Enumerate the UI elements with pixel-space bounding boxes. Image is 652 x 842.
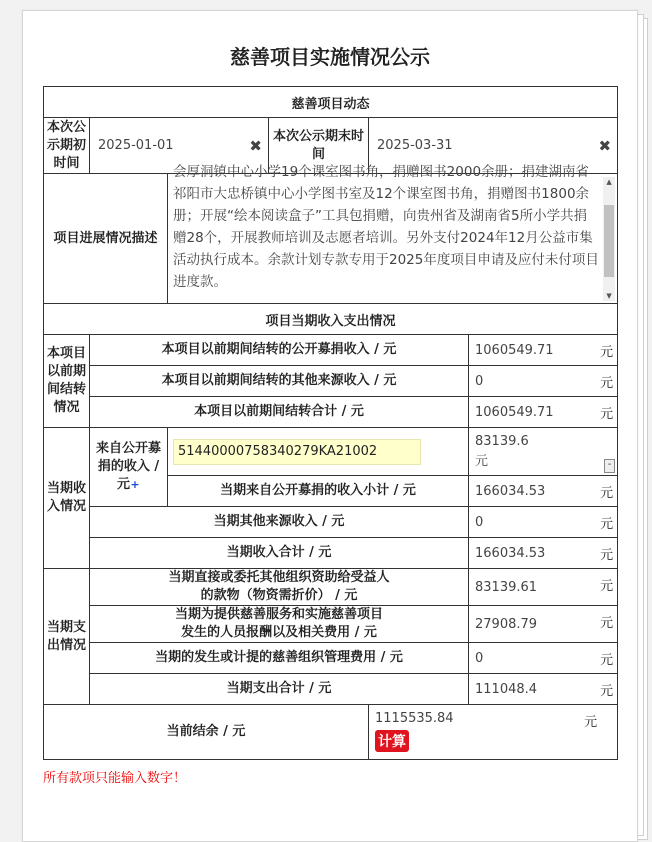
expense-admin-field[interactable] (469, 643, 618, 674)
income-total-label: 当期收入合计 / 元 (90, 538, 469, 569)
unit-label: 元 (600, 653, 614, 668)
start-date-label: 本次公示期初时间 (44, 118, 90, 174)
income-other-label: 当期其他来源收入 / 元 (90, 507, 469, 538)
expense-staff-value: 27908.79 (475, 616, 538, 632)
clear-end-date-icon[interactable]: ✖ (598, 136, 612, 155)
expense-staff-label-line1: 当期为提供慈善服务和实施慈善项目 (174, 607, 383, 622)
public-subtotal-field[interactable] (469, 476, 618, 507)
scroll-down-icon[interactable]: ▼ (606, 291, 612, 300)
scroll-thumb[interactable] (604, 205, 614, 277)
unit-label: 元 (600, 579, 614, 594)
income-total-field[interactable] (469, 538, 618, 569)
expense-admin-value: 0 (475, 650, 484, 666)
unit-label: 元 (600, 486, 614, 501)
income-other-value: 0 (475, 514, 484, 530)
prior-other-field[interactable] (469, 366, 618, 397)
unit-label: 元 (475, 453, 489, 469)
end-date-value: 2025-03-31 (377, 138, 453, 153)
balance-field[interactable] (369, 705, 618, 760)
add-row-icon[interactable]: + (130, 478, 140, 491)
expense-direct-label (90, 569, 469, 606)
balance-value: 1115535.84 (375, 711, 454, 726)
expense-admin-label: 当期的发生或计提的慈善组织管理费用 / 元 (90, 643, 469, 674)
unit-label: 元 (600, 517, 614, 532)
calculate-button[interactable]: 计算 (375, 730, 409, 752)
expense-staff-label (90, 606, 469, 643)
donation-code-input[interactable] (173, 439, 421, 465)
form-sheet (22, 10, 638, 842)
code-amount-field[interactable] (469, 428, 618, 476)
prior-public-value: 1060549.71 (475, 342, 554, 358)
income-source-label (90, 428, 168, 507)
section-header-finance: 项目当期收入支出情况 (44, 304, 618, 335)
progress-scrollbar[interactable] (603, 177, 615, 301)
unit-label: 元 (600, 684, 614, 699)
prior-group-label: 本项目以前期间结转情况 (44, 335, 90, 428)
numbers-only-note: 所有款项只能输入数字！ (43, 771, 187, 786)
end-date-label: 本次公示期末时间 (269, 118, 369, 174)
expense-direct-label-line2: 的款物（物资需折价） / 元 (200, 588, 358, 603)
public-subtotal-label: 当期来自公开募捐的收入小计 / 元 (168, 476, 469, 507)
scroll-up-icon[interactable]: ▲ (606, 177, 612, 186)
code-amount-value: 83139.6 (475, 433, 529, 449)
unit-label: 元 (600, 616, 614, 631)
income-other-field[interactable] (469, 507, 618, 538)
expense-direct-label-line1: 当期直接或委托其他组织资助给受益人 (168, 570, 390, 585)
unit-label: 元 (600, 407, 614, 422)
income-group-label: 当期收入情况 (44, 428, 90, 569)
progress-textarea[interactable] (168, 163, 618, 304)
unit-label: 元 (600, 345, 614, 360)
expense-staff-label-line2: 发生的人员报酬以及相关费用 / 元 (181, 625, 377, 640)
progress-text: 会厚洞镇中心小学19个课室图书角，捐赠图书2000余册；捐建湖南省祁阳市大忠桥镇中心小学图书室及12个课室图书角，捐赠图书1800余册；开展“绘本阅读盒子”工具包捐赠，向贵州省及湖南省5所小学共捐赠28个，开展教师培训及志愿者培训。另外支付2024年12月公益市集活动执行成本。余款计划专款专用于2025年度项目申请及应付未付项目进度款。 (173, 163, 599, 290)
donation-code-value: 51440000758340279KA21002 (178, 443, 378, 459)
prior-total-label: 本项目以前期间结转合计 / 元 (90, 397, 469, 428)
prior-total-field[interactable] (469, 397, 618, 428)
remove-row-icon[interactable]: - (604, 459, 615, 473)
income-total-value: 166034.53 (475, 545, 546, 561)
income-source-text: 来自公开募捐的收入 / 元 (95, 441, 161, 492)
expense-total-field[interactable] (469, 674, 618, 705)
code-cell (168, 428, 469, 476)
expense-group-label: 当期支出情况 (44, 569, 90, 705)
start-date-value: 2025-01-01 (98, 138, 174, 153)
disclosure-table (43, 86, 618, 760)
expense-total-label: 当期支出合计 / 元 (90, 674, 469, 705)
unit-label: 元 (584, 715, 598, 730)
expense-staff-field[interactable] (469, 606, 618, 643)
progress-label: 项目进展情况描述 (44, 174, 168, 304)
prior-other-label: 本项目以前期间结转的其他来源收入 / 元 (90, 366, 469, 397)
prior-total-value: 1060549.71 (475, 404, 554, 420)
unit-label: 元 (600, 376, 614, 391)
expense-direct-field[interactable] (469, 569, 618, 606)
expense-total-value: 111048.4 (475, 681, 538, 697)
unit-label: 元 (600, 548, 614, 563)
balance-label: 当前结余 / 元 (44, 705, 369, 760)
expense-direct-value: 83139.61 (475, 579, 538, 595)
prior-other-value: 0 (475, 373, 484, 389)
prior-public-label: 本项目以前期间结转的公开募捐收入 / 元 (90, 335, 469, 366)
section-header-dynamic: 慈善项目动态 (44, 87, 618, 118)
prior-public-field[interactable] (469, 335, 618, 366)
public-subtotal-value: 166034.53 (475, 483, 546, 499)
page-title: 慈善项目实施情况公示 (230, 45, 430, 69)
clear-start-date-icon[interactable]: ✖ (249, 136, 262, 155)
